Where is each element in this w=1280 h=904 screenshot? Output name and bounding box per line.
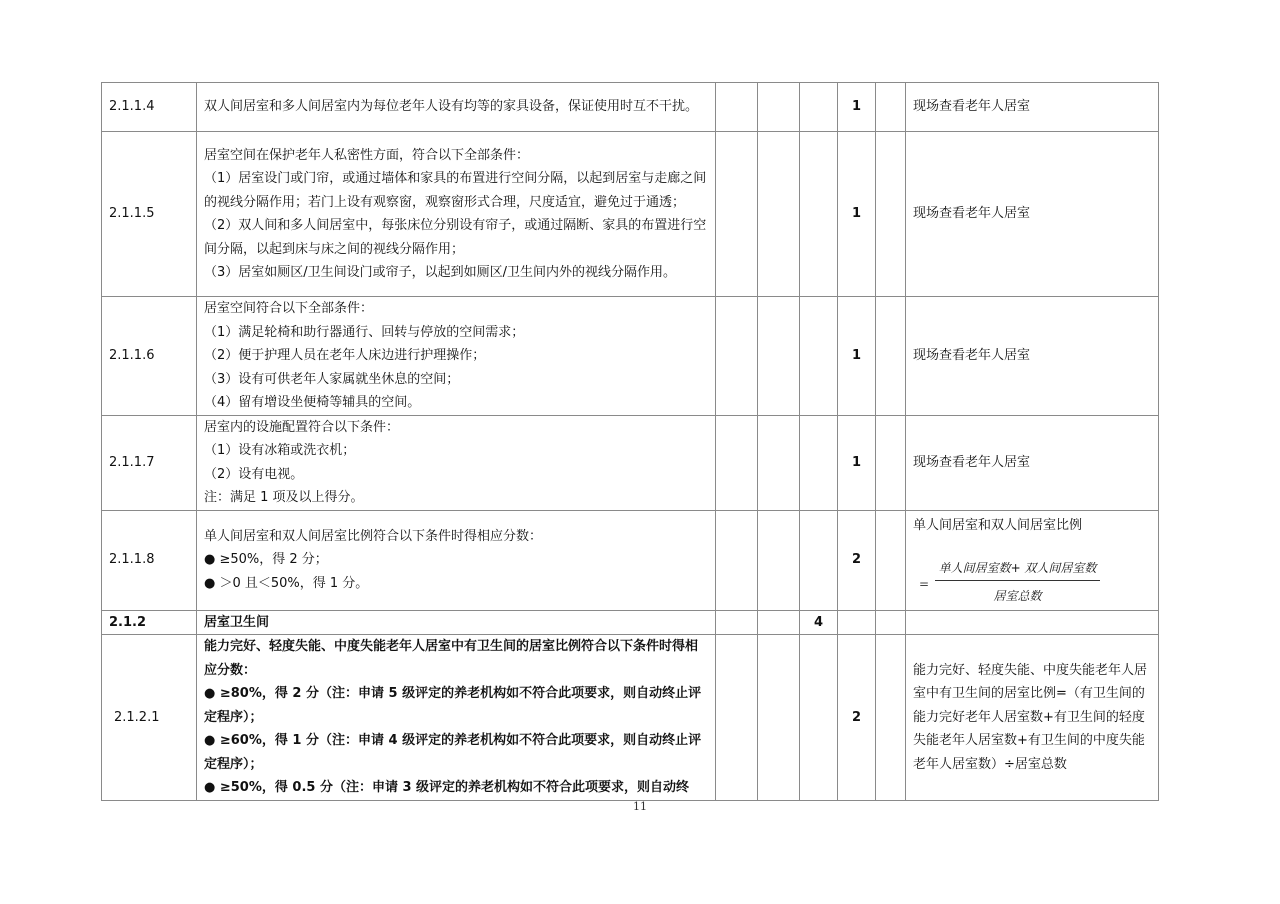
empty-cell: [758, 297, 800, 416]
assessment-method: 现场查看老年人居室: [906, 83, 1159, 132]
content-line: （1）居室设门或门帘，或通过墙体和家具的布置进行空间分隔，以起到居室与走廊之间的视线分隔作用；若门上设有观察窗，观察窗形式合理，尺度适宜，避免过于通透；: [204, 171, 707, 210]
formula-numerator: 单人间居室数+ 双人间居室数: [938, 561, 1097, 575]
assessment-method: 现场查看老年人居室: [906, 132, 1159, 297]
empty-cell: [800, 83, 838, 132]
content-line: 单人间居室和双人间居室比例符合以下条件时得相应分数：: [204, 528, 543, 544]
empty-cell: [758, 635, 800, 801]
formula-equals: =: [919, 577, 930, 591]
item-code: 2.1.1.5: [102, 132, 197, 297]
table-row: [102, 415, 1159, 510]
content-line: （1）满足轮椅和助行器通行、回转与停放的空间需求；: [204, 324, 525, 340]
content-line: 注：满足 1 项及以上得分。: [204, 490, 364, 505]
table-row: [102, 297, 1159, 416]
content-line: （1）设有冰箱或洗衣机；: [204, 443, 356, 458]
empty-cell: [716, 132, 758, 297]
empty-cell: [876, 510, 906, 610]
item-code: 2.1.1.8: [102, 510, 197, 610]
empty-cell: [758, 510, 800, 610]
content-line: 居室空间符合以下全部条件：: [204, 301, 374, 316]
item-score: 1: [838, 83, 876, 132]
content-line: （2）便于护理人员在老年人床边进行护理操作；: [204, 348, 486, 363]
item-content: [197, 510, 716, 610]
method-title: 单人间居室和双人间居室比例: [913, 517, 1083, 533]
item-code: 2.1.1.6: [102, 297, 197, 416]
item-code: 2.1.1.4: [102, 83, 197, 132]
content-line: ● ＞0 且＜50%，得 1 分。: [204, 575, 369, 591]
empty-cell: [838, 610, 876, 635]
empty-cell: [716, 610, 758, 635]
content-line: ● ≥50%，得 0.5 分（注：申请 3 级评定的养老机构如不符合此项要求，则自动终: [204, 780, 690, 795]
content-line: 双人间居室和多人间居室内为每位老年人设有均等的家具设备，保证使用时互不干扰。: [204, 99, 699, 115]
content-line: ● ≥80%，得 2 分（注：申请 5 级评定的养老机构如不符合此项要求，则自动终止评定程序）；: [204, 686, 702, 725]
empty-cell: [716, 415, 758, 510]
section-score: 4: [800, 610, 838, 635]
empty-cell: [906, 610, 1159, 635]
item-code: 2.1.1.7: [102, 415, 197, 510]
table-row: [102, 132, 1159, 297]
empty-cell: [876, 132, 906, 297]
empty-cell: [800, 132, 838, 297]
empty-cell: [876, 415, 906, 510]
content-line: （4）留有增设坐便椅等辅具的空间。: [204, 395, 421, 410]
section-code: 2.1.2: [102, 610, 197, 635]
item-score: 2: [838, 635, 876, 801]
content-line: 居室空间在保护老年人私密性方面，符合以下全部条件：: [204, 147, 530, 163]
empty-cell: [876, 83, 906, 132]
empty-cell: [800, 297, 838, 416]
table-row: [102, 635, 1159, 801]
empty-cell: [716, 297, 758, 416]
assessment-method: 能力完好、轻度失能、中度失能老年人居室中有卫生间的居室比例=（有卫生间的能力完好老年人居室数+有卫生间的轻度失能老年人居室数+有卫生间的中度失能老年人居室数）÷居室总数: [906, 635, 1159, 801]
item-code: 2.1.2.1: [102, 635, 197, 801]
page-number: 11: [633, 800, 647, 813]
content-line: ● ≥50%，得 2 分；: [204, 552, 328, 568]
item-content: [197, 415, 716, 510]
content-line: 居室内的设施配置符合以下条件：: [204, 419, 400, 435]
content-line: （2）设有电视。: [204, 466, 304, 482]
empty-cell: [876, 610, 906, 635]
assessment-method: [906, 510, 1159, 610]
empty-cell: [800, 415, 838, 510]
empty-cell: [716, 83, 758, 132]
evaluation-table: [101, 82, 1159, 801]
item-content: [197, 297, 716, 416]
ratio-formula: [913, 537, 1151, 603]
formula-denominator: 居室总数: [993, 589, 1042, 603]
empty-cell: [876, 635, 906, 801]
table-row: [102, 610, 1159, 635]
empty-cell: [716, 510, 758, 610]
fraction-bar: [935, 580, 1100, 581]
empty-cell: [758, 415, 800, 510]
content-line: （3）居室如厕区/卫生间设门或帘子，以起到如厕区/卫生间内外的视线分隔作用。: [204, 265, 677, 280]
table-row: [102, 510, 1159, 610]
content-line: ● ≥60%，得 1 分（注：申请 4 级评定的养老机构如不符合此项要求，则自动终止评定程序）；: [204, 733, 702, 772]
item-content: [197, 83, 716, 132]
section-title: 居室卫生间: [197, 610, 716, 635]
empty-cell: [758, 83, 800, 132]
content-line: （2）双人间和多人间居室中，每张床位分别设有帘子，或通过隔断、家具的布置进行空间分隔，以起到床与床之间的视线分隔作用；: [204, 218, 707, 257]
content-line: 能力完好、轻度失能、中度失能老年人居室中有卫生间的居室比例符合以下条件时得相应分数：: [204, 639, 699, 678]
item-score: 1: [838, 132, 876, 297]
item-score: 1: [838, 415, 876, 510]
empty-cell: [758, 610, 800, 635]
item-score: 2: [838, 510, 876, 610]
empty-cell: [800, 510, 838, 610]
empty-cell: [876, 297, 906, 416]
content-line: （3）设有可供老年人家属就坐休息的空间；: [204, 371, 460, 387]
empty-cell: [800, 635, 838, 801]
assessment-method: 现场查看老年人居室: [906, 415, 1159, 510]
empty-cell: [758, 132, 800, 297]
table-row: [102, 83, 1159, 132]
item-content: [197, 132, 716, 297]
assessment-method: 现场查看老年人居室: [906, 297, 1159, 416]
item-score: 1: [838, 297, 876, 416]
empty-cell: [716, 635, 758, 801]
item-content: [197, 635, 716, 801]
